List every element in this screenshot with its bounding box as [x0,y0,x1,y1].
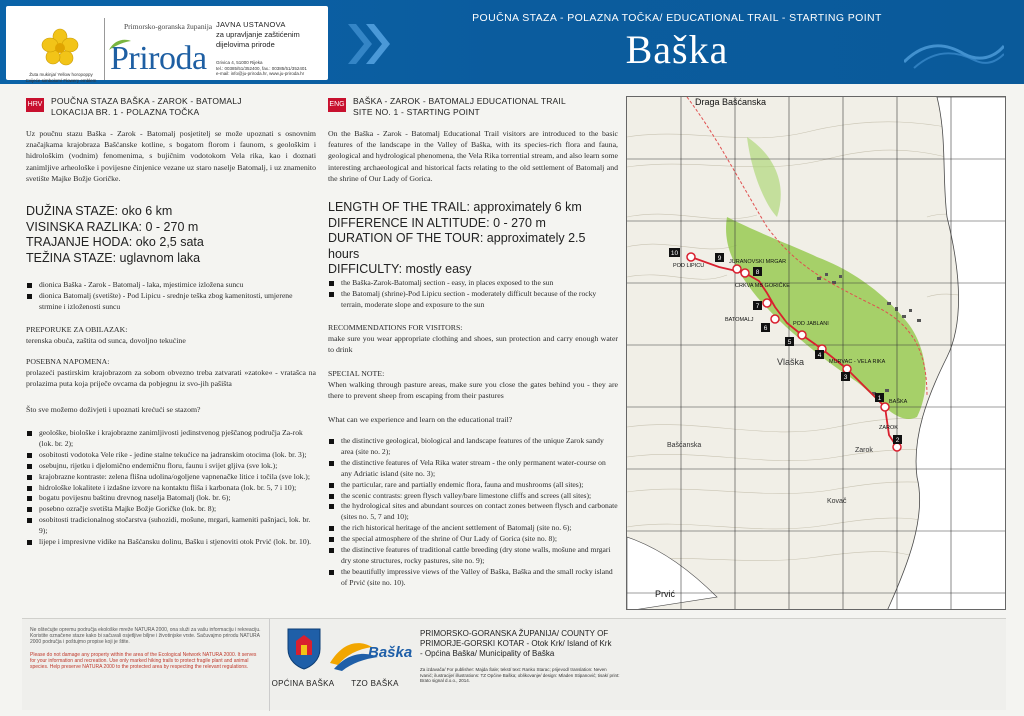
question-hrv: Što sve možemo doživjeti i upoznati krećući se stazom? [26,405,201,414]
institution-title: JAVNA USTANOVA za upravljanje zaštićenim dijelovima prirode [216,20,300,49]
recommendations-eng: RECOMMENDATIONS FOR VISITORS: make sure you wear appropriate clothing and shoes, sun protection and carry enough water to drink [328,323,618,355]
topographic-map [627,97,1006,610]
list-item: the rich historical heritage of the ancient settlement of Batomalj (site no. 6); [328,523,618,534]
natura-notice [22,619,270,711]
list-item: the special atmosphere of the shrine of Our Lady of Gorica (site no. 8); [328,534,618,545]
label-batomalj: BATOMALJ [725,317,754,323]
institution-address: Grivica 4, 51000 Rijeka tel.: 00385/51/352400, fax.: 00385/51/352401 e-mail: info@ju-priroda.hr, www.ju-priroda.hr [216,60,307,76]
language-tag-eng: ENG [328,98,346,112]
organisation-name: PRIMORSKO-GORANSKA ŽUPANIJA/ COUNTY OF PRIMORJE-GORSKI KOTAR - Otok Krk/ Island of Krk - Općina Baška/ Municipality of Baška [420,629,612,658]
svg-text:7: 7 [755,303,760,310]
recommendations-hrv: PREPORUKE ZA OBILAZAK: terenska obuća, zaštita od sunca, dovoljno tekućine [26,325,186,346]
board-title: Baška [625,27,729,72]
natura-notice-en: Please do not damage any property within the area of the Ecological Network NATURA 2000. It serves for your information and recreation. Use only marked hiking trails to protect fragile plant and animal species. Help preserve NATURA 2000 to the protected area by respecting the relevant regulations. [30,651,257,671]
priroda-logo: Priroda [110,40,207,77]
list-item: the scenic contrasts: green flysch valley/bare limestone cliffs and screes (all sites); [328,491,618,502]
svg-text:5: 5 [787,339,792,346]
label-zarok-area: Zarok [855,447,873,454]
list-item: the distinctive features of traditional cattle breeding (dry stone walls, mošune and mrgari dry stone structures, rocky pastures, site no. 9); [328,545,618,567]
leaf-swoosh-icon [108,38,132,52]
label-baska: BAŠKA [889,399,908,405]
coat-of-arms-icon [286,627,322,671]
special-note-hrv: POSEBNA NAPOMENA: prolazeći pastirskim krajobrazom za sobom obvezno treba zatvarati »zatoke« - vratašca na prolazima puta koja priječe ovcama da pobjegnu iz svo-jih pašišta [26,357,316,389]
list-item: the distinctive features of Vela Rika water stream - the only permanent water-course on any Adriatic island (site no. 3); [328,458,618,480]
label-crkva: CRKVA MB GORIČKE [735,283,790,289]
yellow-flower-icon [40,28,80,68]
label-pod-jablani: POD JABLANI [793,321,829,327]
label-kovac: Kovač [827,498,847,505]
list-item: dionica Baška - Zarok - Batomalj - laka, mjestimice izložena suncu [26,280,316,291]
label-zarok: ZAROK [879,425,898,431]
list-item: osobitosti tradicionalnog stočarstva (suhozidi, mošune, mrgari, kameniti pašnjaci, lok. br. 9); [26,515,316,537]
experience-list-eng [328,436,618,589]
board-subtitle: POUČNA STAZA - POLAZNA TOČKA/ EDUCATIONAL TRAIL - STARTING POINT [472,12,882,24]
intro-paragraph-hrv: Uz poučnu stazu Baška - Zarok - Batomalj posjetitelj se može upoznati s osnovnim značajkama krajobraza Bašćanske kotline, s bogatom florom i faunom, s geološkim i hidrološkim (vodnim) fenomenima, s bujičnim vodotokom Vela rika, kao i doznati zanimljive arheološke i povijesne činjenice vezane uz staro naselje Batomalj, i uz znamenito svetište Majke Božje Goričke. [26,129,316,183]
trail-map[interactable] [626,96,1006,610]
list-item: the beautifully impressive views of the Valley of Baška, Baška and the small rocky island of Prvić (site no. 10). [328,567,618,589]
list-item: osobitosti vodotoka Vele rike - jedine stalne tekućice na jadranskim otocima (lok. br. 3); [26,450,316,461]
list-item: geološke, biološke i krajobrazne zanimljivosti jedinstvenog pješčanog područja Za-rok (lok. br. 2); [26,428,316,450]
footer-bar [22,618,1006,710]
list-item: krajobrazne kontraste: zelena flišna udolina/ogoljene vapnenačke litice i točila (sve lok.); [26,472,316,483]
sections-list-hrv [26,280,316,313]
experience-list-hrv [26,428,316,548]
county-name-small: Primorsko-goranska županija [124,22,213,31]
logo-divider [104,18,105,80]
label-vlaska: Vlaška [777,357,805,367]
svg-text:4: 4 [817,352,822,359]
svg-text:1: 1 [877,395,882,402]
intro-paragraph-eng: On the Baška - Zarok - Batomalj Educational Trail visitors are introduced to the basic features of the landscape in the Valley of Baška, with its species-rich flora and fauna, geological and hydrological phenomena, the Vela Rika torrential stream, and also learn some interesting archaeological and historical facts relating to the old settlement of Batomalj and the shrine of Our Lady of Gorica. [328,129,618,183]
question-eng: What can we experience and learn on the educational trail? [328,415,513,424]
wave-decoration [904,32,1004,72]
special-note-eng: SPECIAL NOTE: When walking through pasture areas, make sure you close the gates behind you - they are there to prevent sheep from escaping from their pastures [328,369,618,401]
svg-text:Baška: Baška [368,644,413,661]
list-item: the hydrological sites and abundant sources on contact zones between flysch and carbonate (sites no. 5, 7 and 10); [328,501,618,523]
label-murvac: MURVAC - VELA RIKA [829,359,886,365]
label-prvic: Prvić [655,589,675,599]
svg-text:8: 8 [755,269,760,276]
label-pod-lipicu: POD LIPICU [673,263,705,269]
svg-text:6: 6 [763,325,768,332]
list-item: osebujnu, rijetku i djelomično endemičnu floru, faunu i svijet gljiva (sve lok.); [26,461,316,472]
list-item: the particular, rare and partially endemic flora, fauna and mushrooms (all sites); [328,480,618,491]
list-item: hidrološke lokalitete i izdašne izvore na kontaktu fliša i karbonata (lok. br. 5, 7 i 10); [26,483,316,494]
natura-notice-hr: Ne oštećujte opremu područja ekološke mreže NATURA 2000, ona služi za vašu informaciju i rekreaciju. Koristite označene staze kako bi sačuvali osjetljive biljne i životinjske vrste. Sačuvajmo prirodu NATURA 2000 područja i poštujmo propise koji je štite. [30,627,261,646]
svg-text:9: 9 [717,255,722,262]
list-item: lijepe i impresivne vidike na Bašćansku dolinu, Bašku i stjenoviti otok Prvić (lok. br. 10). [26,537,316,548]
list-item: posebno ozračje svetišta Majke Božje Goričke (lok. br. 8); [26,504,316,515]
section-heading-hrv: POUČNA STAZA BAŠKA - ZAROK - BATOMALJ LOKACIJA BR. 1 - POLAZNA TOČKA [51,96,242,117]
trail-facts-hrv: DUŽINA STAZE: oko 6 km VISINSKA RAZLIKA: 0 - 270 m TRAJANJE HODA: oko 2,5 sata TEŽINA STAZE: uglavnom laka [26,204,204,265]
trail-facts-eng: LENGTH OF THE TRAIL: approximately 6 km DIFFERENCE IN ALTITUDE: 0 - 270 m DURATION OF THE TOUR: approximately 2.5 hours DIFFICULTY: mostly easy [328,200,586,277]
section-heading-eng: BAŠKA - ZAROK - BATOMALJ EDUCATIONAL TRAIL SITE NO. 1 - STARTING POINT [353,96,566,117]
plant-caption: Žuta mukinja/ Yellow horopoppy Cvijeće simbolom/ Flowery emblem [25,72,97,83]
label-bascanska: Bašćanska [667,442,702,449]
municipality-label: OPĆINA BAŠKA [271,679,335,688]
list-item: the distinctive geological, biological and landscape features of the unique Zarok sandy area (site no. 2); [328,436,618,458]
svg-text:10: 10 [670,250,679,257]
header-bar [0,0,1024,84]
label-juranovski: JURANOVSKI MRGAR [729,259,787,265]
list-item: dionica Batomalj (svetište) - Pod Lipicu - srednje teška zbog kamenitosti, umjerene strmine i izloženosti suncu [26,291,316,313]
logo-panel [6,6,328,83]
svg-text:3: 3 [843,374,848,381]
credits: Za izdavača/ For publisher: Majda Šale; tekst/ text: Ranko Starac; prijevod/ translation: Neven Ivanić; ilustracije/ illustrations: TZ Općine Baška; oblikovanje/ design: Mladen Stipanović; tisak/ print: Brato signal d.o.o., 2014. [420,667,620,683]
svg-text:2: 2 [895,437,900,444]
list-item: bogatu povijesnu baštinu drevnog naselja Batomalj (lok. br. 6); [26,493,316,504]
list-item: the Baška-Zarok-Batomalj section - easy, in places exposed to the sun [328,278,618,289]
tzo-label: TZO BAŠKA [351,679,399,688]
trail-point-2[interactable] [893,435,902,451]
language-tag-hrv: HRV [26,98,44,112]
list-item: the Batomalj (shrine)-Pod Lipicu section - moderately difficult because of the rocky terrain, moderate slope and exposure to the sun [328,289,618,311]
sections-list-eng [328,278,618,311]
label-draga: Draga Bašćanska [695,97,767,107]
tzo-baska-logo [328,633,420,673]
